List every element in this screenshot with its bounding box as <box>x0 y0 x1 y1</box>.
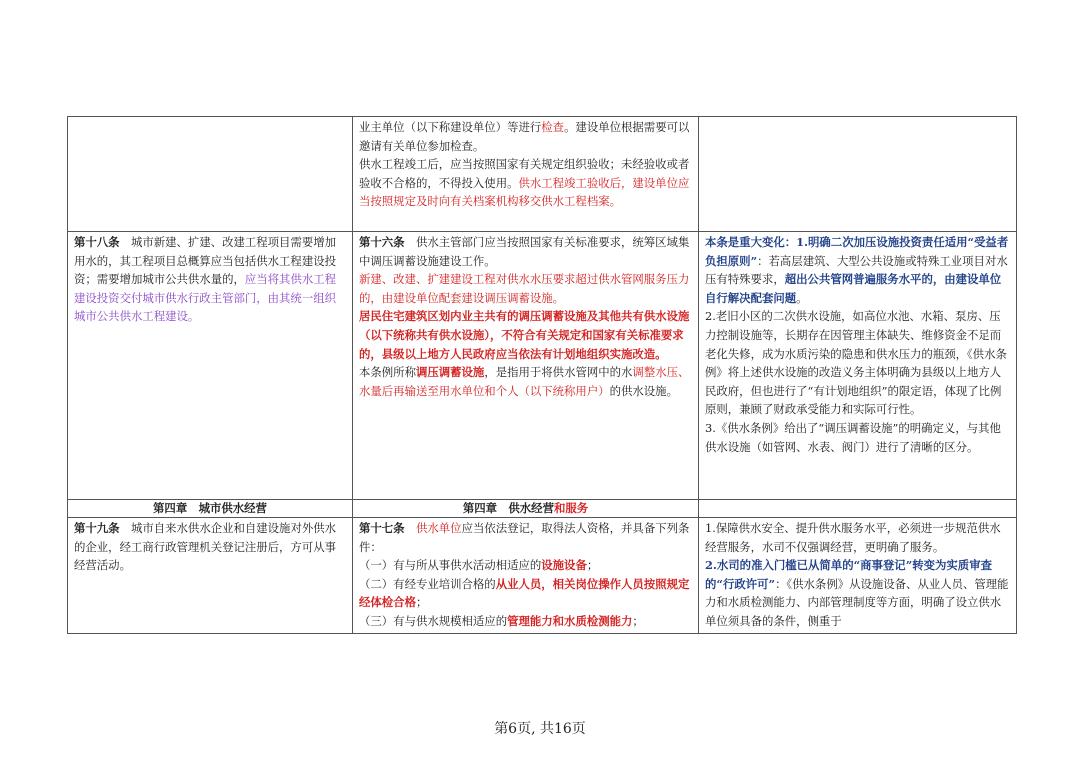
text-run: 第四章 城市供水经营 <box>153 501 267 515</box>
text-run: 应当依法登记，取得法人资格，并具备下列条件： <box>359 521 690 554</box>
chapter-heading-row <box>68 500 1017 518</box>
text-run: 第十九条 <box>74 521 120 535</box>
cell-commentary <box>699 117 1017 232</box>
text-run: （三）有与供水规模相适应的 <box>359 613 508 628</box>
text-run: 。建设单位根据需要可以邀请有关单位参加检查。 <box>359 120 690 153</box>
table-row <box>68 117 1017 232</box>
text-run <box>405 521 416 535</box>
text-run: 管理能力和水质检测能力 <box>507 613 633 628</box>
paragraph <box>359 155 693 211</box>
text-run: 城市自来水供水企业和自建设施对外供水的企业，经工商行政管理机关登记注册后，方可从事经营活动。 <box>74 521 337 573</box>
paragraph <box>705 307 1011 419</box>
text-run: 检查 <box>541 120 565 134</box>
paragraph <box>705 233 1011 307</box>
cell-new-regulation <box>353 518 699 634</box>
text-run: （二）有经专业培训合格的 <box>359 576 496 591</box>
text-run: 居民住宅建筑区划内业主共有的调压调蓄设施及其他共有供水设施（以下统称共有供水设施），不符合有关规定和国家有关标准要求的，县级以上地方人民政府应当依法有计划地组织实施改造。 <box>359 309 690 361</box>
paragraph <box>359 233 693 270</box>
text-run: ； <box>632 613 644 628</box>
text-run: 1.保障供水安全、提升供水服务水平，必须进一步规范供水经营服务，水司不仅强调经营，更明确了服务。 <box>705 521 1001 554</box>
cell-commentary <box>699 518 1017 634</box>
table-row <box>68 518 1017 634</box>
text-run: ； <box>415 595 428 610</box>
text-run: 调压调蓄设施 <box>415 365 485 380</box>
paragraph <box>359 612 693 631</box>
paragraph <box>359 270 693 307</box>
text-run: 2.老旧小区的二次供水设施，如高位水池、水箱、泵房、压力控制设施等，长期存在因管理主体缺失、维修资金不足而老化失修，成为水质污染的隐患和供水压力的瓶颈，《供水条例》将上述供水设施的改造义务主体明确为县级以上地方人民政府，但也进行了“有计划地组织”的限定语，体现了比例原则，兼顾了财政承受能力和实际可行性。 <box>705 309 1007 417</box>
text-run: 。 <box>796 290 808 305</box>
paragraph <box>359 363 693 400</box>
table-row <box>68 232 1017 500</box>
cell-new-regulation <box>353 232 699 500</box>
cell-commentary <box>699 500 1017 518</box>
text-run: 第四章 供水经营 <box>462 501 554 515</box>
text-run: ：《供水条例》从设施设备、从业人员、管理能力和水质检测能力、内部管理制度等方面，明确了设立供水单位须具备的条件，侧重于 <box>705 576 1009 628</box>
text-run: 调整水压、水量后再输送至用水单位和个人（以下统称用户） <box>359 365 690 398</box>
text-run: （一）有与所从事供水活动相适应的 <box>359 558 542 573</box>
text-run: 供水工程竣工验收后，建设单位应当按照规定及时向有关档案机构移交供水工程档案。 <box>359 175 690 209</box>
cell-old-regulation <box>68 232 353 500</box>
chapter-heading-new <box>353 500 699 518</box>
paragraph <box>705 419 1011 456</box>
text-run: 业主单位（以下称建设单位）等进行 <box>359 120 542 134</box>
text-run: 和服务 <box>553 501 589 515</box>
paragraph <box>74 233 347 326</box>
paragraph <box>359 575 693 612</box>
text-run: 的供水设施。 <box>609 383 678 398</box>
chapter-heading-old <box>68 500 353 518</box>
text-run: 本条是重大变化：1.明确二次加压设施投资责任适用“受益者负担原则” <box>705 235 1009 268</box>
text-run: 供水工程竣工后，应当按照国家有关规定组织验收；未经验收或者验收不合格的，不得投入使用。 <box>359 157 690 190</box>
text-run: ，是指用于将供水管网中的水 <box>484 365 633 380</box>
text-run: 从业人员，相关岗位操作人员按照规定经体检合格 <box>359 576 690 610</box>
cell-new-regulation <box>353 117 699 232</box>
paragraph <box>359 307 693 363</box>
text-run: 城市新建、扩建、改建工程项目需要增加用水的，其工程项目总概算应当包括供水工程建设投资；需要增加城市公共供水量的， <box>74 235 337 287</box>
text-run: ； <box>586 558 599 573</box>
paragraph <box>705 519 1011 556</box>
text-run: 第十六条 <box>359 235 405 249</box>
text-run: 本条例所称 <box>359 365 416 380</box>
regulation-comparison-table <box>67 116 1017 634</box>
paragraph <box>359 519 693 556</box>
text-run: 第十七条 <box>359 521 405 535</box>
paragraph <box>359 118 693 155</box>
text-run: 设施设备 <box>541 558 587 573</box>
text-run: ：若高层建筑、大型公共设施或特殊工业项目对水压有特殊要求， <box>705 253 1008 287</box>
page-number-footer: 第6页, 共16页 <box>494 721 586 737</box>
paragraph <box>74 519 347 575</box>
cell-commentary <box>699 232 1017 500</box>
text-run: 供水单位 <box>415 521 462 535</box>
text-run: 第十八条 <box>74 235 120 249</box>
text-run: 新建、改建、扩建建设工程对供水水压要求超过供水管网服务压力的，由建设单位配套建设调压调蓄设施。 <box>359 272 690 305</box>
text-run: 3.《供水条例》给出了“调压调蓄设施”的明确定义，与其他供水设施（如管网、水表、阀门）进行了清晰的区分。 <box>705 420 1001 454</box>
paragraph <box>359 556 693 575</box>
paragraph <box>705 556 1011 630</box>
text-run: 超出公共管网普遍服务水平的，由建设单位自行解决配套问题 <box>705 272 1002 305</box>
text-run: 应当将其供水工程建设投资交付城市供水行政主管部门，由其统一组织城市公共供水工程建设。 <box>74 272 337 324</box>
cell-old-regulation <box>68 117 353 232</box>
cell-old-regulation <box>68 518 353 634</box>
text-run: 供水主管部门应当按照国家有关标准要求，统筹区域集中调压调蓄设施建设工作。 <box>359 235 690 268</box>
text-run: 2.水司的准入门槛已从简单的“商事登记”转变为实质审查的“行政许可” <box>705 558 992 591</box>
